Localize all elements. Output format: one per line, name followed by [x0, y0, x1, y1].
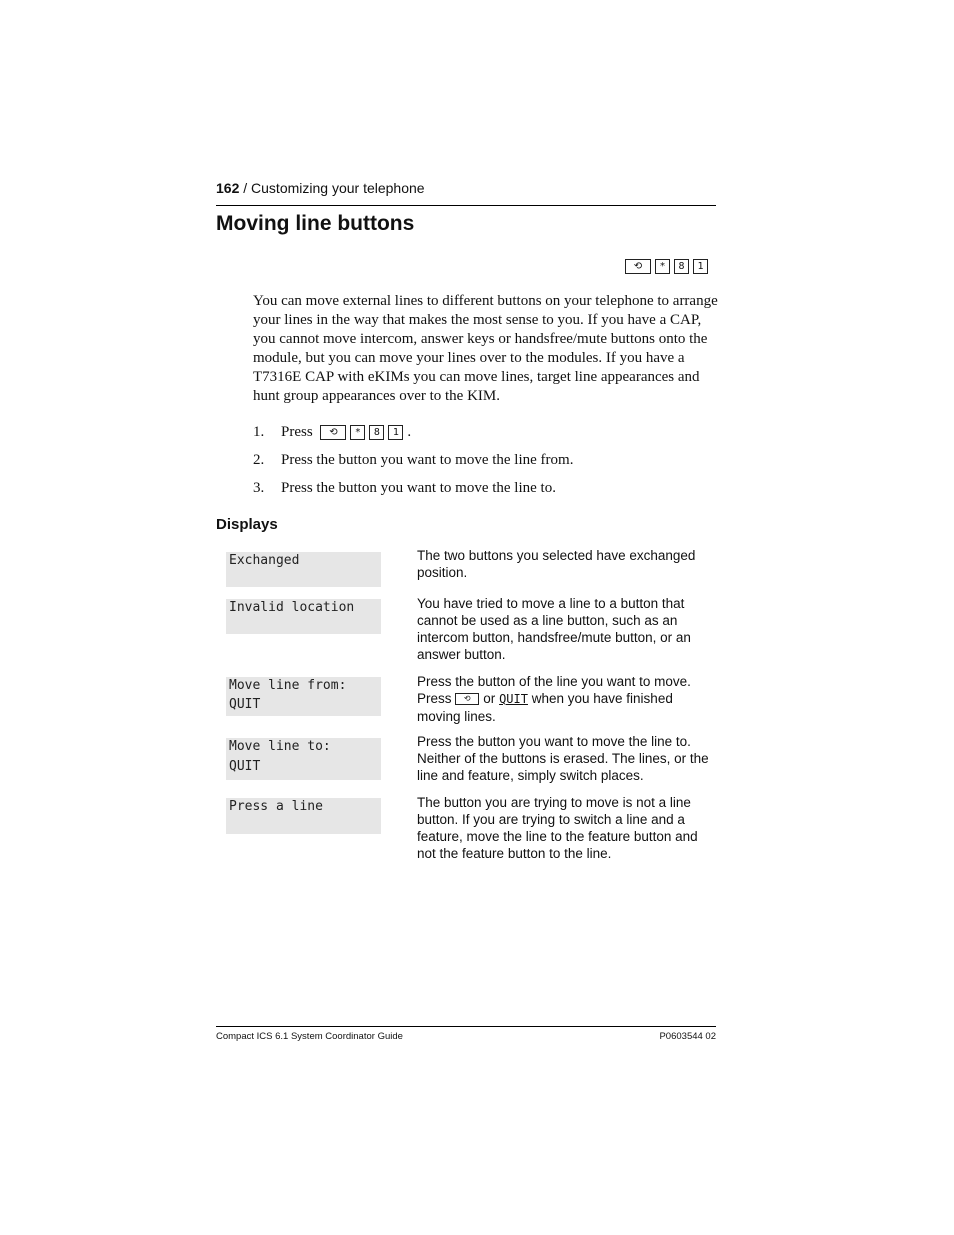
desc-text: when you have finished moving lines. [417, 691, 673, 724]
display-description: The two buttons you selected have exchanged position. [417, 548, 696, 580]
lcd-line-1: Exchanged [229, 553, 300, 568]
intro-paragraph: You can move external lines to different buttons on your telephone to arrange your lines in the way that makes the most sense to you. If you have a CAP, you cannot move intercom, answer keys or handsfree/mute buttons onto the module, but you can move your lines over to the modules. If you have a T7316E CAP with eKIMs you can move lines, target line appearances and hunt group appearances over to the KIM. [253, 293, 718, 404]
step-2 [253, 452, 573, 469]
digit-key-icon: 1 [693, 259, 708, 274]
lcd-display [226, 677, 381, 716]
footer-rule [216, 1026, 716, 1027]
star-key-icon: * [655, 259, 670, 274]
step-number: 1. [253, 424, 265, 440]
star-key-icon: * [350, 425, 365, 440]
display-description [417, 673, 717, 725]
step-1 [253, 424, 411, 441]
lcd-display [226, 798, 381, 834]
desc-or: or [483, 691, 496, 706]
lcd-line-1: Move line to: [229, 739, 331, 754]
feature-key-icon: ⟲ [320, 425, 346, 440]
feature-key-icon: ⟲ [455, 693, 479, 705]
digit-key-icon: 1 [388, 425, 403, 440]
desc-text: Press the button of the line you want to move. Press [417, 674, 691, 706]
page-title: Moving line buttons [216, 212, 415, 235]
lcd-line-1: Move line from: [229, 678, 347, 693]
header-section: / Customizing your telephone [243, 180, 425, 196]
step-keys [320, 424, 407, 440]
step-text: Press the button you want to move the line from. [281, 452, 574, 468]
quit-softkey-label: QUIT [499, 692, 528, 706]
header-rule [216, 205, 716, 206]
display-description: You have tried to move a line to a button that cannot be used as a line button, such as an intercom button, handsfree/mute button, or an answer button. [417, 596, 691, 662]
displays-heading: Displays [216, 516, 278, 533]
digit-key-icon: 8 [674, 259, 689, 274]
footer-left: Compact ICS 6.1 System Coordinator Guide [216, 1031, 403, 1042]
display-description: The button you are trying to move is not a line button. If you are trying to switch a line and a feature, move the line to the feature button and not the feature button to the line. [417, 795, 698, 861]
step-suffix: . [407, 424, 412, 440]
lcd-line-2: QUIT [229, 759, 261, 774]
step-number: 3. [253, 480, 265, 496]
display-description: Press the button you want to move the line to. Neither of the buttons is erased. The lines, or the line and feature, simply switch places. [417, 734, 709, 783]
step-number: 2. [253, 452, 265, 468]
lcd-display [226, 552, 381, 587]
running-header [216, 180, 716, 196]
step-text: Press [281, 424, 313, 440]
step-3 [253, 480, 556, 497]
page-number: 162 [216, 180, 240, 196]
lcd-line-1: Press a line [229, 799, 323, 814]
feature-code [625, 257, 712, 275]
lcd-line-1: Invalid location [229, 600, 355, 615]
digit-key-icon: 8 [369, 425, 384, 440]
lcd-line-2: QUIT [229, 697, 261, 712]
step-text: Press the button you want to move the line to. [281, 480, 556, 496]
feature-key-icon: ⟲ [625, 259, 651, 274]
footer-right: P0603544 02 [659, 1031, 716, 1042]
lcd-display [226, 738, 381, 780]
lcd-display [226, 599, 381, 634]
